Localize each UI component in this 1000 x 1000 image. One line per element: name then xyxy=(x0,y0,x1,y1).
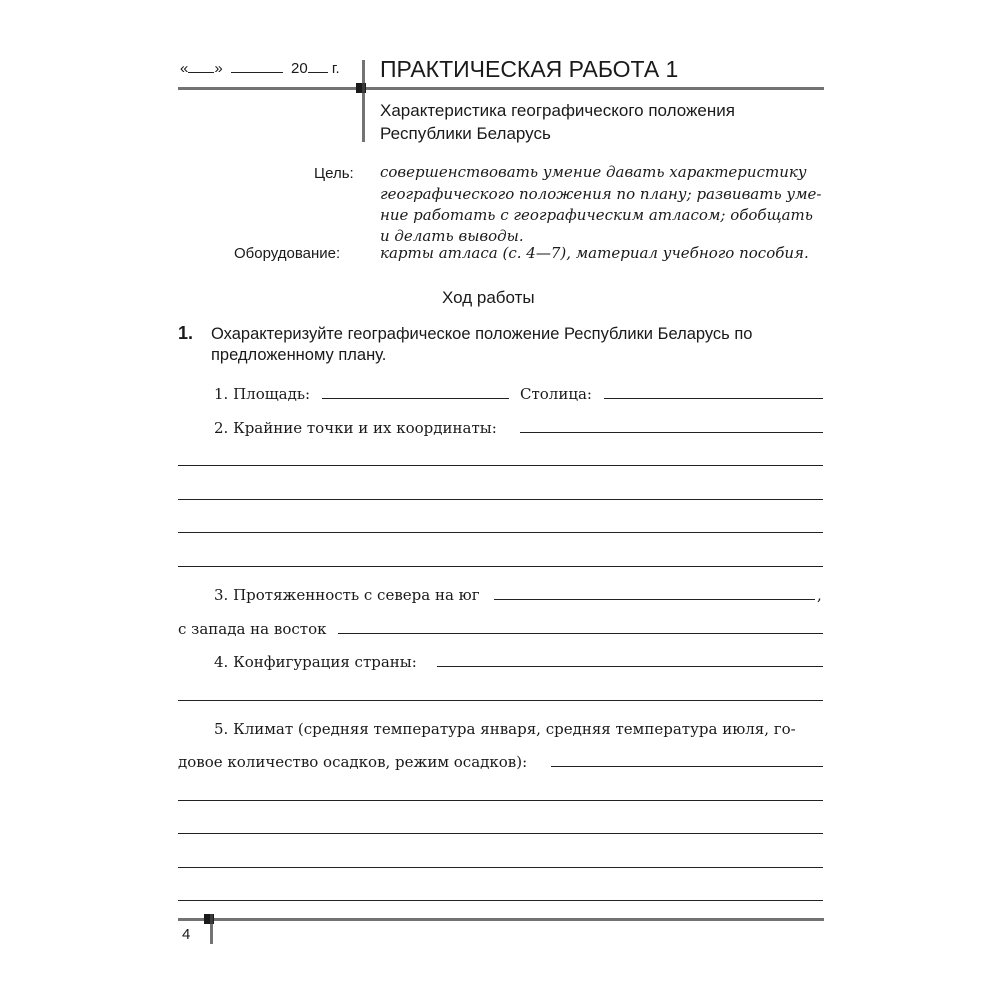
task-number: 1. xyxy=(178,323,194,343)
goal-line-1: совершенствовать умение давать характеристику xyxy=(380,163,807,181)
climate-label-line-2: довое количество осадков, режим осадков): xyxy=(178,753,528,771)
subtitle-line-1: Характеристика географического положения xyxy=(380,101,735,120)
area-answer-line[interactable] xyxy=(322,398,509,399)
year-suffix: г. xyxy=(331,60,340,77)
date-close-quote: » xyxy=(214,60,223,77)
goal-line-2: географического положения по плану; развивать уме- xyxy=(380,185,822,203)
answer-line[interactable] xyxy=(178,532,823,533)
section-heading: Ход работы xyxy=(442,288,535,307)
page-number: 4 xyxy=(182,926,191,943)
header-vertical-divider xyxy=(362,60,365,142)
extreme-points-answer-line[interactable] xyxy=(520,432,823,433)
header-divider xyxy=(178,87,824,90)
north-south-comma: , xyxy=(817,586,822,604)
page-title: ПРАКТИЧЕСКАЯ РАБОТА 1 xyxy=(380,56,679,82)
answer-line[interactable] xyxy=(178,566,823,567)
north-south-answer-line[interactable] xyxy=(494,599,815,600)
subtitle-line-2: Республики Беларусь xyxy=(380,124,551,143)
area-label: 1. Площадь: xyxy=(214,385,311,403)
task-text-line-2: предложенному плану. xyxy=(211,346,387,364)
configuration-answer-line[interactable] xyxy=(437,666,823,667)
answer-line[interactable] xyxy=(178,800,823,801)
answer-line[interactable] xyxy=(178,700,823,701)
capital-label: Столица: xyxy=(520,385,592,403)
west-east-answer-line[interactable] xyxy=(338,633,823,634)
task-text-line-1: Охарактеризуйте географическое положение Республики Беларусь по xyxy=(211,325,753,343)
climate-answer-line[interactable] xyxy=(551,766,823,767)
date-field xyxy=(180,60,340,77)
climate-label-line-1: 5. Климат (средняя температура января, средняя температура июля, го- xyxy=(214,720,796,738)
extreme-points-label: 2. Крайние точки и их координаты: xyxy=(214,419,497,437)
goal-line-4: и делать выводы. xyxy=(380,227,524,245)
capital-answer-line[interactable] xyxy=(604,398,823,399)
answer-line[interactable] xyxy=(178,465,823,466)
year-prefix: 20 xyxy=(291,60,308,77)
date-open-quote: « xyxy=(180,60,189,77)
north-south-label: 3. Протяженность с севера на юг xyxy=(214,586,480,604)
equipment-label: Оборудование: xyxy=(234,245,341,262)
answer-line[interactable] xyxy=(178,867,823,868)
equipment-text: карты атласа (с. 4—7), материал учебного пособия. xyxy=(380,244,809,262)
footer-vertical-divider xyxy=(210,914,213,944)
goal-label: Цель: xyxy=(314,165,354,182)
year-blank[interactable] xyxy=(308,72,328,73)
month-blank[interactable] xyxy=(231,72,283,73)
answer-line[interactable] xyxy=(178,833,823,834)
day-blank[interactable] xyxy=(188,72,214,73)
answer-line[interactable] xyxy=(178,499,823,500)
goal-line-3: ние работать с географическим атласом; обобщать xyxy=(380,206,813,224)
answer-line[interactable] xyxy=(178,900,823,901)
configuration-label: 4. Конфигурация страны: xyxy=(214,653,417,671)
footer-divider xyxy=(178,918,824,921)
west-east-label: с запада на восток xyxy=(178,620,327,638)
